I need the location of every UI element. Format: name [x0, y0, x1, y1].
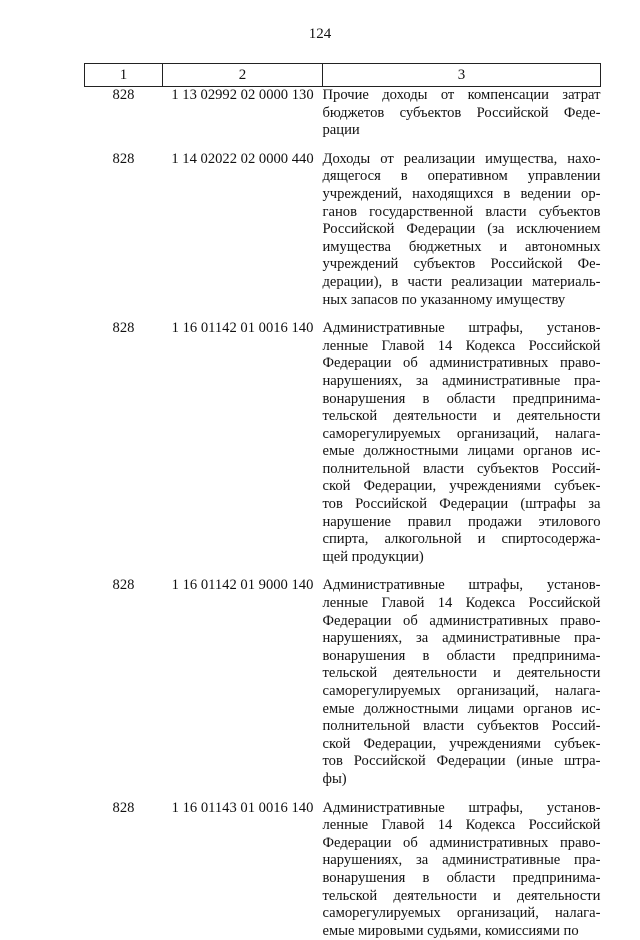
description-line: Российской Федерации (за исключением: [322, 221, 601, 238]
description-line: учреждений, находящихся в ведении ор-: [322, 185, 601, 202]
column-header-1: 1: [85, 64, 163, 87]
description-line: ганов государственной власти субъектов: [322, 203, 601, 220]
description-line: спирта, алкогольной и спиртосодержа-: [322, 531, 601, 548]
admin-code: 828: [112, 320, 135, 337]
admin-code: 828: [112, 87, 135, 103]
description-line: нарушениях, за административные пра-: [322, 630, 601, 647]
description-line: ленные Главой 14 Кодекса Российской: [322, 595, 601, 612]
description-line: щей продукции): [322, 548, 424, 565]
description-line: рации: [322, 122, 360, 139]
description-line: тельской деятельности и деятельности: [322, 887, 601, 904]
description-line: саморегулируемых организаций, налага-: [322, 683, 601, 699]
description-line: Административные штрафы, установ-: [322, 320, 601, 337]
description-line: полнительной власти субъектов Россий-: [322, 718, 601, 735]
description-line: нарушение правил продажи этилового: [322, 513, 601, 530]
description-line: саморегулируемых организаций, налага-: [322, 905, 601, 922]
admin-code: 828: [112, 577, 135, 594]
budget-classification-code: 1 14 02022 02 0000 440: [171, 150, 314, 167]
description-line: Федерации об административных право-: [322, 612, 601, 629]
description-line: вонарушения в области предпринима-: [322, 647, 601, 664]
budget-code-table: [84, 63, 601, 940]
description-line: ленные Главой 14 Кодекса Российской: [322, 817, 601, 834]
description-line: Прочие доходы от компенсации затрат: [322, 87, 601, 103]
description-line: тельской деятельности и деятельности: [322, 408, 601, 425]
description-line: тов Российской Федерации (штрафы за: [322, 496, 601, 513]
description-line: нарушениях, за административные пра-: [322, 372, 601, 389]
description-line: емые должностными лицами органов ис-: [322, 700, 601, 717]
table-row: [85, 87, 601, 140]
description-line: ской Федерации, учреждениями субъек-: [322, 478, 601, 495]
table-row: [85, 320, 601, 566]
income-description: [323, 800, 601, 940]
admin-code: 828: [112, 799, 135, 816]
description-line: фы): [322, 770, 347, 787]
description-line: бюджетов субъектов Российской Феде-: [322, 104, 601, 121]
description-line: Административные штрафы, установ-: [322, 577, 601, 594]
budget-classification-code: 1 16 01143 01 0016 140: [171, 799, 314, 816]
income-description: [323, 320, 601, 566]
income-description: [323, 87, 601, 140]
income-description: [323, 577, 601, 788]
description-line: дерации), в части реализации материаль-: [322, 273, 601, 290]
page-number: 124: [308, 26, 332, 42]
table-header-row: [85, 64, 601, 87]
description-line: ской Федерации, учреждениями субъек-: [322, 735, 601, 752]
description-line: вонарушения в области предпринима-: [322, 869, 601, 886]
budget-classification-code: 1 16 01142 01 0016 140: [171, 320, 314, 337]
column-header-3: 3: [323, 64, 601, 87]
description-line: Федерации об административных право-: [322, 355, 601, 372]
description-line: полнительной власти субъектов Россий-: [322, 460, 601, 477]
budget-classification-code: 1 13 02992 02 0000 130: [171, 87, 314, 103]
column-header-2: 2: [163, 64, 323, 87]
description-line: Федерации об административных право-: [322, 834, 601, 851]
table-row: [85, 800, 601, 940]
description-line: саморегулируемых организаций, налага-: [322, 425, 601, 442]
income-description: [323, 151, 601, 309]
table-row: [85, 151, 601, 309]
description-line: Административные штрафы, установ-: [322, 799, 601, 816]
description-line: дящегося в оперативном управлении: [322, 168, 601, 185]
description-line: ленные Главой 14 Кодекса Российской: [322, 337, 601, 354]
description-line: тельской деятельности и деятельности: [322, 665, 601, 682]
description-line: учреждений субъектов Российской Фе-: [322, 256, 601, 273]
description-line: нарушениях, за административные пра-: [322, 852, 601, 869]
description-line: тов Российской Федерации (иные штра-: [322, 753, 601, 770]
table-row: [85, 577, 601, 788]
admin-code: 828: [112, 150, 135, 167]
description-line: емые должностными лицами органов ис-: [322, 443, 601, 460]
description-line: имущества бюджетных и автономных: [322, 238, 601, 255]
description-line: емые мировыми судьями, комиссиями по: [322, 922, 579, 939]
description-line: ных запасов по указанному имуществу: [322, 291, 566, 308]
description-line: вонарушения в области предпринима-: [322, 390, 601, 407]
description-line: Доходы от реализации имущества, нахо-: [322, 150, 601, 167]
budget-classification-code: 1 16 01142 01 9000 140: [171, 577, 314, 594]
